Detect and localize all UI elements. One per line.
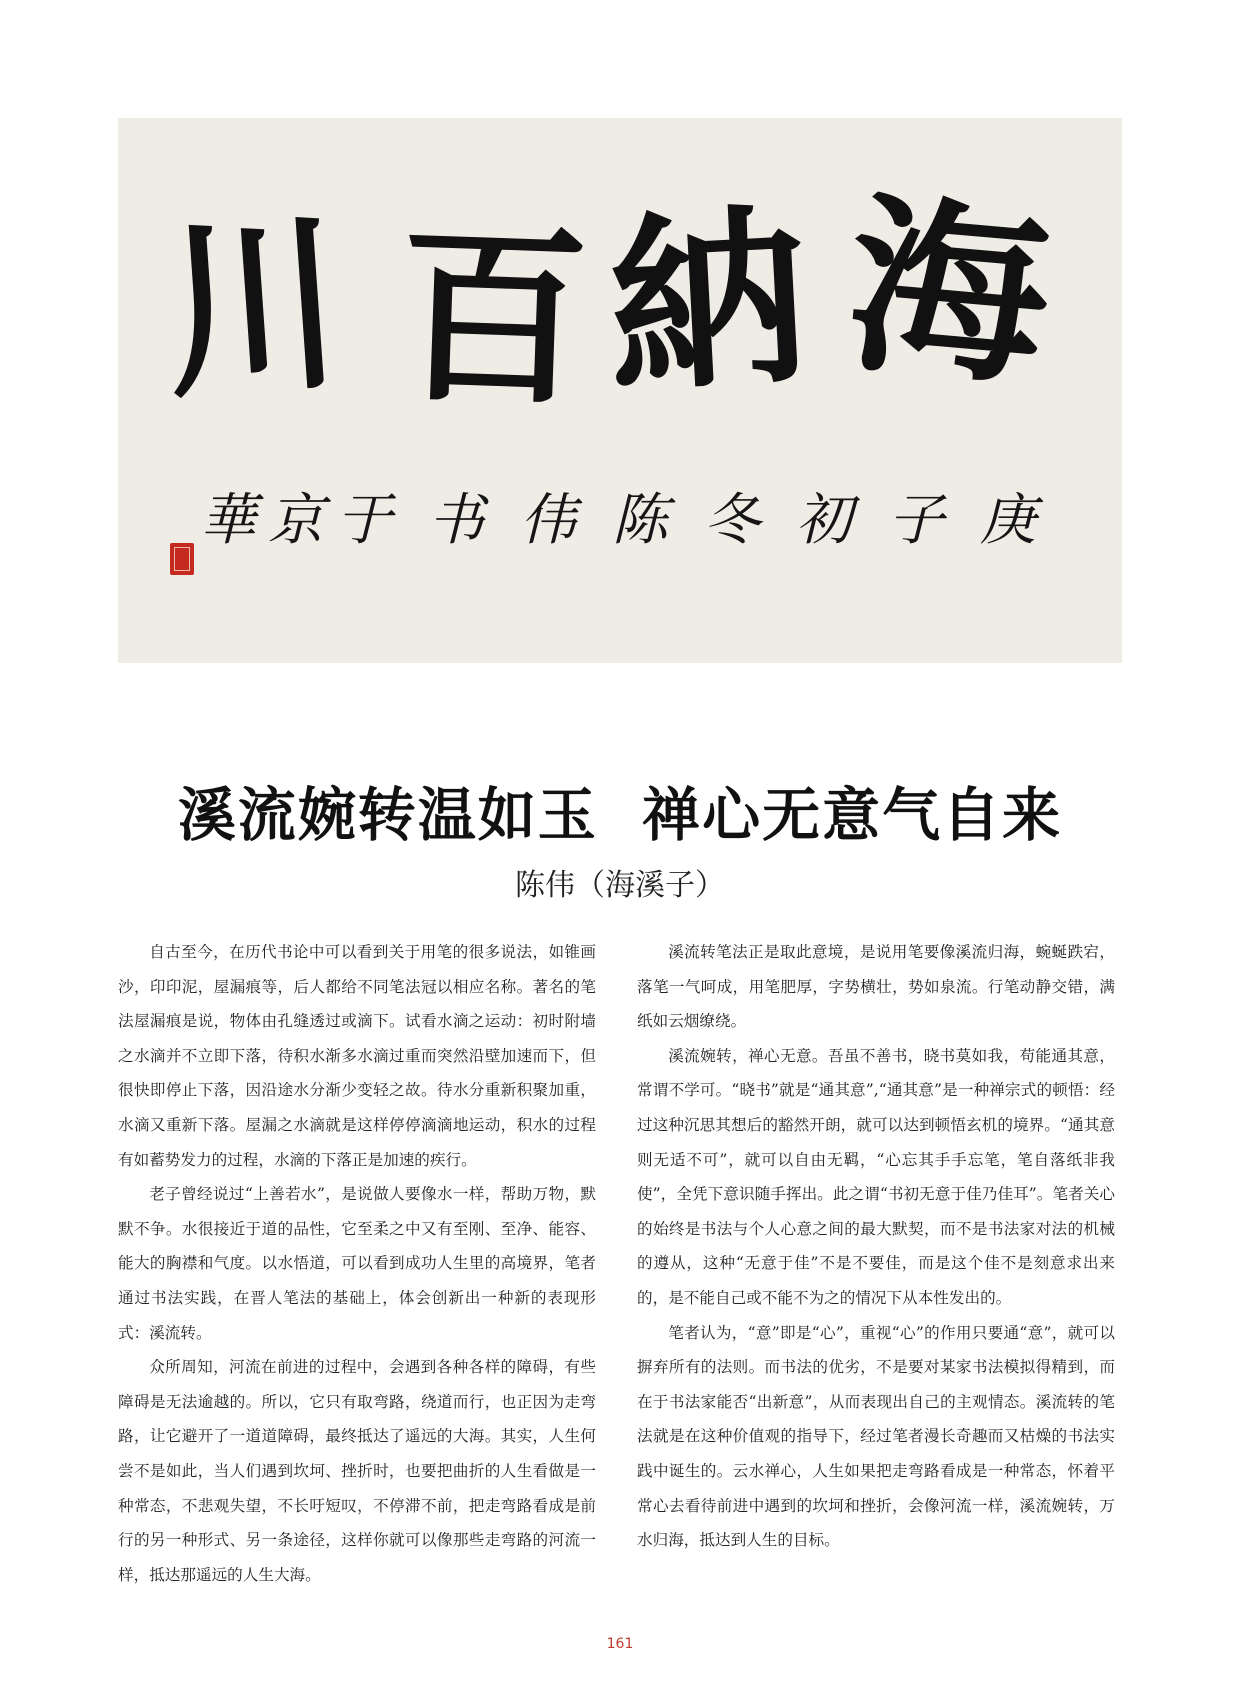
calligraphy-char-bai: 百 — [394, 202, 592, 433]
inscription-char: 于 — [336, 488, 392, 553]
calligraphy-artwork — [118, 118, 1122, 663]
paragraph: 自古至今，在历代书论中可以看到关于用笔的很多说法，如锥画沙，印印泥，屋漏痕等，后人都给不同笔法冠以相应名称。著名的笔法屋漏痕是说，物体由孔缝透过或滴下。试看水滴之运动：初时附墙之水滴并不立即下落，待积水渐多水滴过重而突然沿壁加速而下，但很快即停止下落，因沿途水分渐少变轻之故。待水分重新积聚加重，水滴又重新下落。屋漏之水滴就是这样停停滴滴地运动，积水的过程有如蓄势发力的过程，水滴的下落正是加速的疾行。 — [118, 943, 596, 1169]
article-author: 陈伟（海溪子） — [515, 868, 725, 903]
body-column-left — [118, 935, 596, 1592]
article-title: 溪流婉转温如玉 禅心无意气自来 — [177, 781, 1063, 849]
inscription-char: 初 — [796, 488, 852, 553]
inscription-char: 书 — [428, 488, 484, 553]
inscription-char: 華 — [200, 488, 256, 553]
calligraphy-char-na: 納 — [602, 185, 814, 420]
artist-seal — [170, 543, 194, 575]
inscription-char: 庚 — [980, 488, 1036, 553]
paragraph: 溪流婉转，禅心无意。吾虽不善书，晓书莫如我，苟能通其意，常谓不学可。“晓书”就是“通其意”,“通其意”是一种禅宗式的顿悟：经过这种沉思其想后的豁然开朗，就可以达到顿悟玄机的境界。“通其意则无适不可”，就可以自由无羁，“心忘其手手忘笔，笔自落纸非我使”，全凭下意识随手挥出。此之谓“书初无意于佳乃佳耳”。笔者关心的始终是书法与个人心意之间的最大默契，而不是书法家对法的机械的遵从，这种“无意于佳”不是不要佳，而是这个佳不是刻意求出来的，是不能自己或不能不为之的情况下从本性发出的。 — [637, 1046, 1115, 1307]
calligraphy-char-chuan: 川 — [158, 190, 348, 425]
paragraph: 老子曾经说过“上善若水”，是说做人要像水一样，帮助万物，默默不争。水很接近于道的品性，它至柔之中又有至刚、至净、能容、能大的胸襟和气度。以水悟道，可以看到成功人生里的高境界，笔者通过书法实践，在晋人笔法的基础上，体会创新出一种新的表现形式：溪流转。 — [118, 1185, 596, 1342]
paragraph: 笔者认为，“意”即是“心”，重视“心”的作用只要通“意”，就可以摒弃所有的法则。而书法的优劣，不是要对某家书法模拟得精到，而在于书法家能否“出新意”，从而表现出自己的主观情态。溪流转的笔法就是在这种价值观的指导下，经过笔者漫长奇趣而又枯燥的书法实践中诞生的。云水禅心，人生如果把走弯路看成是一种常态，怀着平常心去看待前进中遇到的坎坷和挫折，会像河流一样，溪流婉转，万水归海，抵达到人生的目标。 — [637, 1323, 1115, 1550]
paragraph: 溪流转笔法正是取此意境，是说用笔要像溪流归海，蜿蜒跌宕，落笔一气呵成，用笔肥厚，字势横壮，势如泉流。行笔动静交错，满纸如云烟缭绕。 — [637, 943, 1115, 1031]
inscription-char: 冬 — [704, 488, 760, 553]
body-column-right — [637, 935, 1115, 1558]
page-number: 161 — [606, 1636, 634, 1652]
inscription-char: 京 — [268, 488, 324, 553]
paragraph: 众所周知，河流在前进的过程中，会遇到各种各样的障碍，有些障碍是无法逾越的。所以，它只有取弯路，绕道而行，也正因为走弯路，让它避开了一道道障碍，最终抵达了遥远的大海。其实，人生何尝不是如此，当人们遇到坎坷、挫折时，也要把曲折的人生看做是一种常态，不悲观失望，不长吁短叹，不停滞不前，把走弯路看成是前行的另一种形式、另一条途径，这样你就可以像那些走弯路的河流一样，抵达那遥远的人生大海。 — [118, 1358, 596, 1584]
inscription-char: 子 — [888, 488, 944, 553]
inscription-char: 伟 — [520, 488, 576, 553]
inscription-char: 陈 — [612, 488, 668, 553]
calligraphy-char-hai: 海 — [838, 172, 1058, 413]
